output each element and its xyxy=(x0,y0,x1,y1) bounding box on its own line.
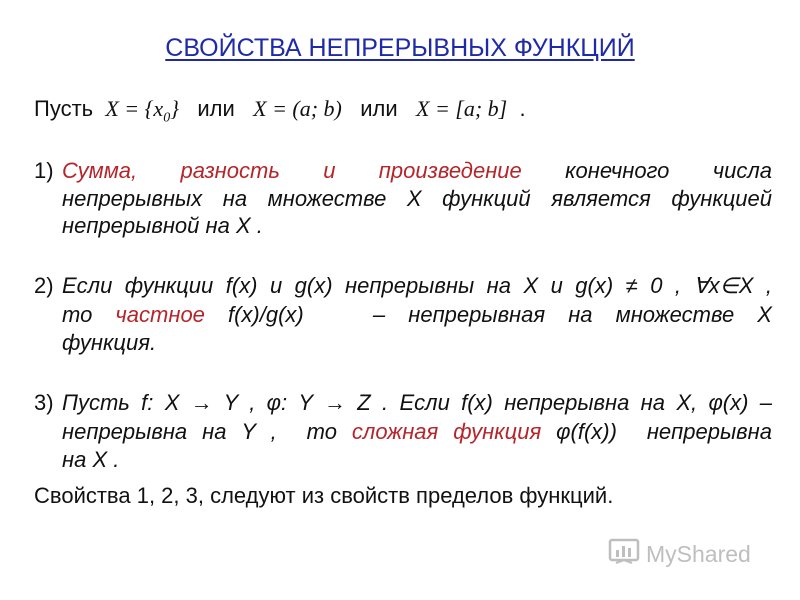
item1-line1 xyxy=(62,160,772,182)
item2-line2 xyxy=(62,304,772,326)
item2-line1: Если функции f(x) и g(x) непрерывны на X и g(x) ≠ 0 , ∀x∈X , xyxy=(62,273,772,298)
item3-line2-a: непрерывна на Y , то xyxy=(62,419,337,444)
item2-line2-a: то xyxy=(62,302,93,327)
intro-let: Пусть xyxy=(34,96,94,121)
item1-line3: непрерывной на X . xyxy=(62,213,263,238)
item1-red-text: Сумма, разность и произведение xyxy=(62,158,522,183)
slide-title: СВОЙСТВА НЕПРЕРЫВНЫХ ФУНКЦИЙ xyxy=(165,34,635,62)
intro-closed-interval: X = [a; b] xyxy=(416,96,508,121)
item2-line3: функция. xyxy=(62,330,157,355)
item2-line2-b: f(x)/g(x) – непрерывная на множестве X xyxy=(227,302,772,327)
intro-line xyxy=(34,98,526,125)
item1-line1-rest: конечного числа xyxy=(565,158,772,183)
item2-red-text: частное xyxy=(115,302,205,327)
intro-period: . xyxy=(519,96,526,121)
intro-or-2: или xyxy=(360,96,398,121)
item3-line1: Пусть f: X → Y , φ: Y → Z . Если f(x) непрерывна на X, φ(x) – xyxy=(62,390,772,415)
intro-or-1: или xyxy=(197,96,235,121)
item1-number: 1) xyxy=(34,158,54,183)
item2-number: 2) xyxy=(34,273,54,298)
item3-number: 3) xyxy=(34,390,54,415)
myshared-logo-icon xyxy=(608,537,640,572)
item1-line2: непрерывных на множестве X функций является функцией xyxy=(62,186,772,211)
item3-line2-b: φ(f(x)) непрерывна xyxy=(556,419,772,444)
item3-line2 xyxy=(62,421,772,443)
watermark-text: MyShared xyxy=(646,541,751,567)
watermark xyxy=(608,537,751,572)
item3-line3: на X . xyxy=(62,447,120,472)
item3-red-text: сложная функция xyxy=(351,419,542,444)
intro-open-interval: X = (a; b) xyxy=(253,96,342,121)
intro-set-x0: $X = \{x_0\}$ xyxy=(105,96,180,126)
conclusion: Свойства 1, 2, 3, следуют из свойств пределов функций. xyxy=(34,483,614,508)
